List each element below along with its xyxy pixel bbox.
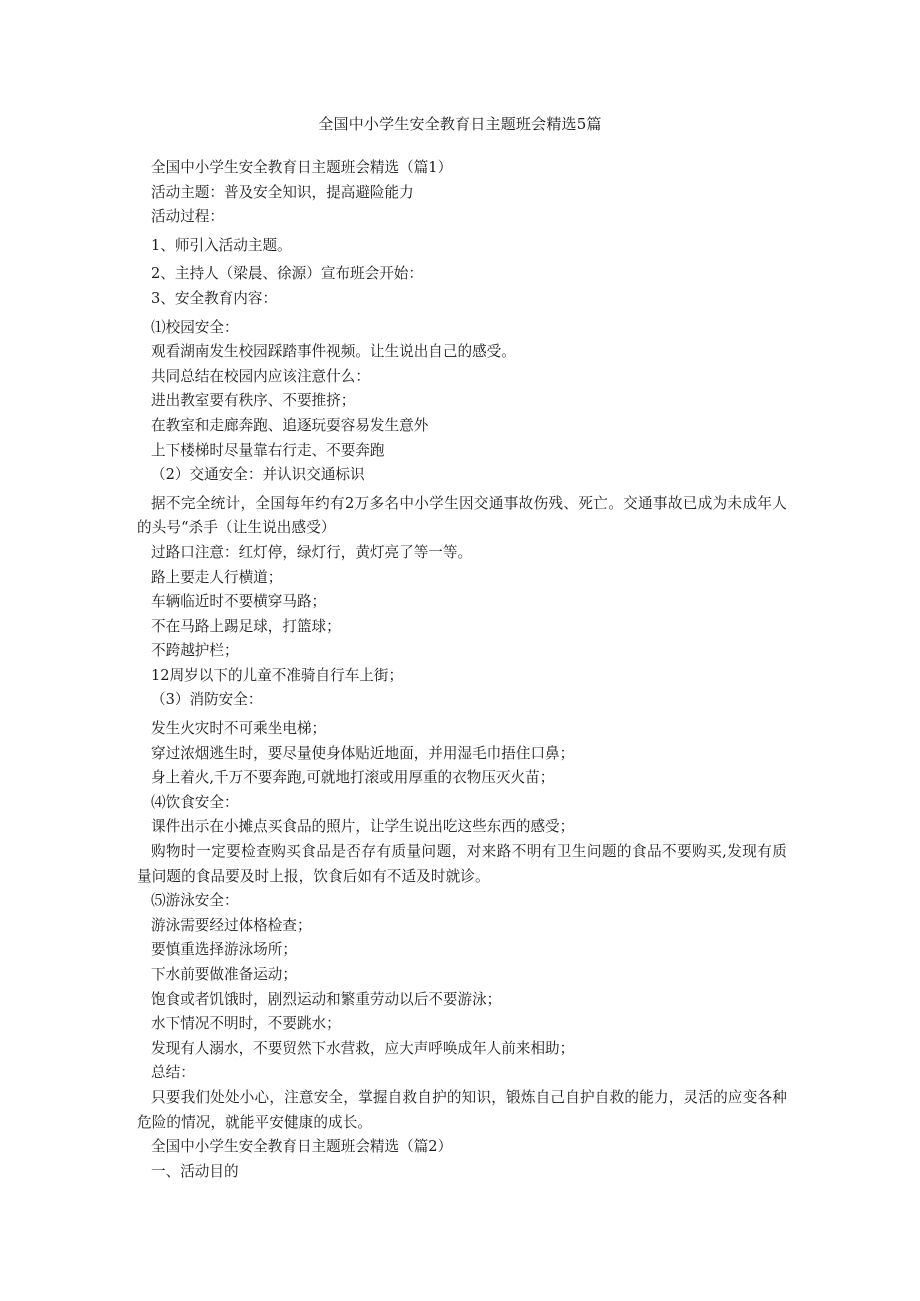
activity-process-label: 活动过程：: [151, 208, 224, 226]
list-item: 要慎重选择游泳场所；: [151, 941, 297, 959]
list-item: 下水前要做准备运动；: [151, 966, 297, 983]
food-safety-heading: ⑷饮食安全：: [151, 793, 239, 811]
document-title: 全国中小学生安全教育日主题班会精选5篇: [318, 115, 602, 133]
step-3: 3、安全教育内容：: [151, 289, 278, 307]
summary-label: 总结：: [151, 1064, 195, 1082]
activity-purpose-heading: 一、活动目的: [151, 1162, 239, 1180]
list-item: 12周岁以下的儿童不准骑自行车上街；: [151, 666, 404, 684]
list-item: 课件出示在小摊点买食品的照片，让学生说出吃这些东西的感受；: [151, 818, 575, 836]
campus-safety-heading: ⑴校园安全：: [151, 318, 239, 336]
fire-safety-heading: （3）消防安全：: [151, 691, 263, 709]
list-item: 发生火灾时不可乘坐电梯；: [151, 720, 327, 738]
list-item: 在教室和走廊奔跑、追逐玩耍容易发生意外: [151, 416, 429, 434]
list-item: 不在马路上踢足球，打篮球；: [151, 617, 341, 635]
list-item: 身上着火,千万不要奔跑,可就地打滚或用厚重的衣物压灭火苗；: [151, 769, 555, 787]
section-heading-1: 全国中小学生安全教育日主题班会精选（篇1）: [151, 159, 453, 176]
document-body: [137, 156, 787, 1184]
list-item: 共同总结在校园内应该注意什么：: [151, 367, 370, 385]
list-item: 饱食或者饥饿时，剧烈运动和繁重劳动以后不要游泳；: [151, 990, 502, 1008]
food-inspection-paragraph: 购物时一定要检查购买食品是否存有质量问题，对来路不明有卫生问题的食品不要购买,发现有质量问题的食品要及时上报，饮食后如有不适及时就诊。: [137, 843, 787, 885]
list-item: 过路口注意：红灯停，绿灯行，黄灯亮了等一等。: [151, 543, 473, 561]
list-item: 不跨越护栏；: [151, 642, 239, 660]
traffic-safety-heading: （2）交通安全：并认识交通标识: [151, 466, 365, 484]
list-item: 穿过浓烟逃生时，要尽量使身体贴近地面，并用湿毛巾捂住口鼻；: [151, 744, 575, 762]
list-item: 进出教室要有秩序、不要推挤；: [151, 392, 356, 410]
traffic-statistics-paragraph: 据不完全统计，全国每年约有2万多名中小学生因交通事故伤残、死亡。交通事故已成为未成年人的头号“杀手（让生说出感受）: [137, 494, 787, 537]
summary-paragraph: 只要我们处处小心，注意安全，掌握自救自护的知识，锻炼自己自护自救的能力，灵活的应变各种危险的情况，就能平安健康的成长。: [137, 1088, 787, 1131]
activity-theme: 活动主题：普及安全知识，提高避险能力: [151, 183, 414, 201]
list-item: 车辆临近时不要横穿马路；: [151, 593, 327, 611]
list-item: 观看湖南发生校园踩踏事件视频。让生说出自己的感受。: [151, 343, 516, 361]
list-item: 路上要走人行横道；: [151, 568, 283, 586]
swimming-safety-heading: ⑸游泳安全：: [151, 892, 239, 910]
section-heading-2: 全国中小学生安全教育日主题班会精选（篇2）: [151, 1138, 453, 1156]
step-1: 1、师引入活动主题。: [151, 236, 292, 254]
step-2: 2、主持人（梁晨、徐源）宣布班会开始：: [151, 265, 423, 283]
list-item: 水下情况不明时，不要跳水；: [151, 1015, 341, 1033]
list-item: 上下楼梯时尽量靠右行走、不要奔跑: [151, 441, 385, 459]
list-item: 游泳需要经过体格检查；: [151, 916, 312, 934]
list-item: 发现有人溺水，不要贸然下水营救，应大声呼唤成年人前来相助；: [151, 1039, 575, 1057]
